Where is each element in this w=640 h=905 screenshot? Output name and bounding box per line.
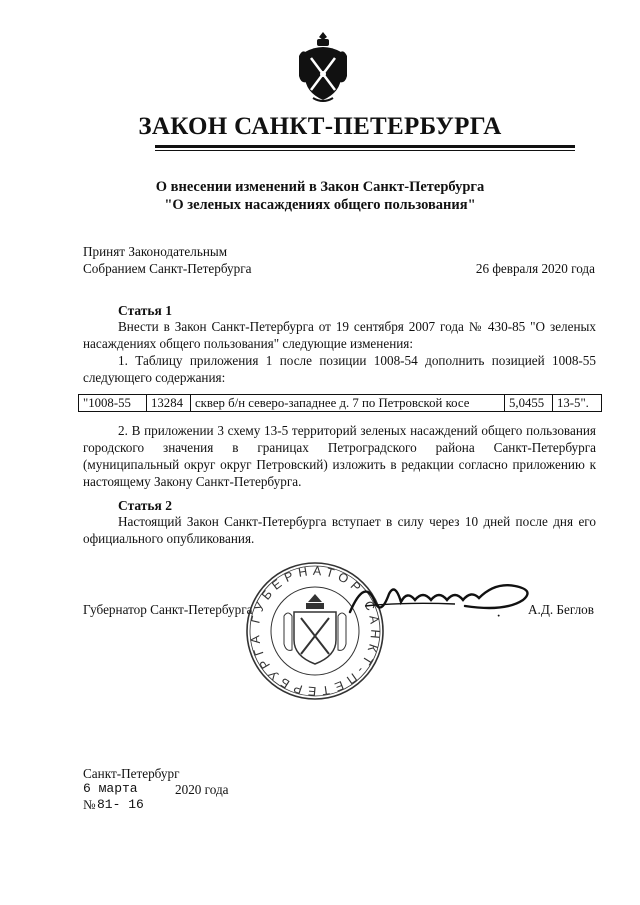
- article-1-item-1: 1. Таблицу приложения 1 после позиции 1008-54 дополнить позицией 1008-55 следующего содержания:: [83, 353, 596, 385]
- title-rule-thick: [155, 145, 575, 148]
- signature-dot: ·: [496, 608, 502, 625]
- row-area: 5,0455: [505, 395, 553, 411]
- footer-day-month: 6 марта: [83, 781, 138, 796]
- footer-city: Санкт-Петербург: [83, 766, 180, 781]
- adoption-date: 26 февраля 2020 года: [475, 261, 595, 276]
- article-2-heading: Статья 2: [118, 498, 172, 513]
- footer-number: 81- 16: [97, 797, 144, 812]
- article-2-text: Настоящий Закон Санкт-Петербурга вступает в силу через 10 дней после дня его официального опубликования.: [83, 514, 596, 546]
- article-1-heading: Статья 1: [118, 303, 172, 318]
- adoption-info: [83, 243, 252, 277]
- svg-text:ГУБЕРНАТОР САНКТ-ПЕТЕРБУРГА: ГУБЕРНАТОР САНКТ-ПЕТЕРБУРГА: [247, 563, 383, 699]
- spb-coat-of-arms-icon: [293, 28, 353, 104]
- title-rule-thin: [155, 150, 575, 151]
- row-number: 13284: [147, 395, 191, 411]
- law-subtitle: [0, 178, 640, 214]
- row-name: сквер б/н северо-западнее д. 7 по Петровской косе: [191, 395, 505, 411]
- document-title: ЗАКОН САНКТ-ПЕТЕРБУРГА: [138, 113, 502, 140]
- table-row: [78, 394, 602, 412]
- article-1-intro: Внести в Закон Санкт-Петербурга от 19 сентября 2007 года № 430-85 "О зеленых насаждениях общего пользования" следующие изменения:: [83, 319, 596, 351]
- footer-number-label: №: [83, 797, 96, 812]
- footer-year: 2020 года: [175, 782, 229, 797]
- governor-name: А.Д. Беглов: [528, 602, 594, 617]
- adoption-line-2: Собранием Санкт-Петербурга: [83, 261, 252, 276]
- governor-position: Губернатор Санкт-Петербурга: [83, 602, 253, 617]
- row-scheme: 13-5".: [557, 396, 589, 410]
- handwritten-signature: [345, 572, 545, 622]
- adoption-line-1: Принят Законодательным: [83, 244, 228, 259]
- article-1-item-2: 2. В приложении 3 схему 13-5 территорий зеленых насаждений общего пользования городского значения в границах Петроградского района Санкт-Петербурга (муниципальный округ округ Петровский) изложить в редакции согласно приложению к настоящему Закону Санкт-Петербурга.: [83, 423, 596, 489]
- subtitle-line-2: "О зеленых насаждениях общего пользования": [164, 197, 476, 213]
- row-code: "1008-55: [79, 395, 147, 411]
- subtitle-line-1: О внесении изменений в Закон Санкт-Петербурга: [155, 179, 485, 195]
